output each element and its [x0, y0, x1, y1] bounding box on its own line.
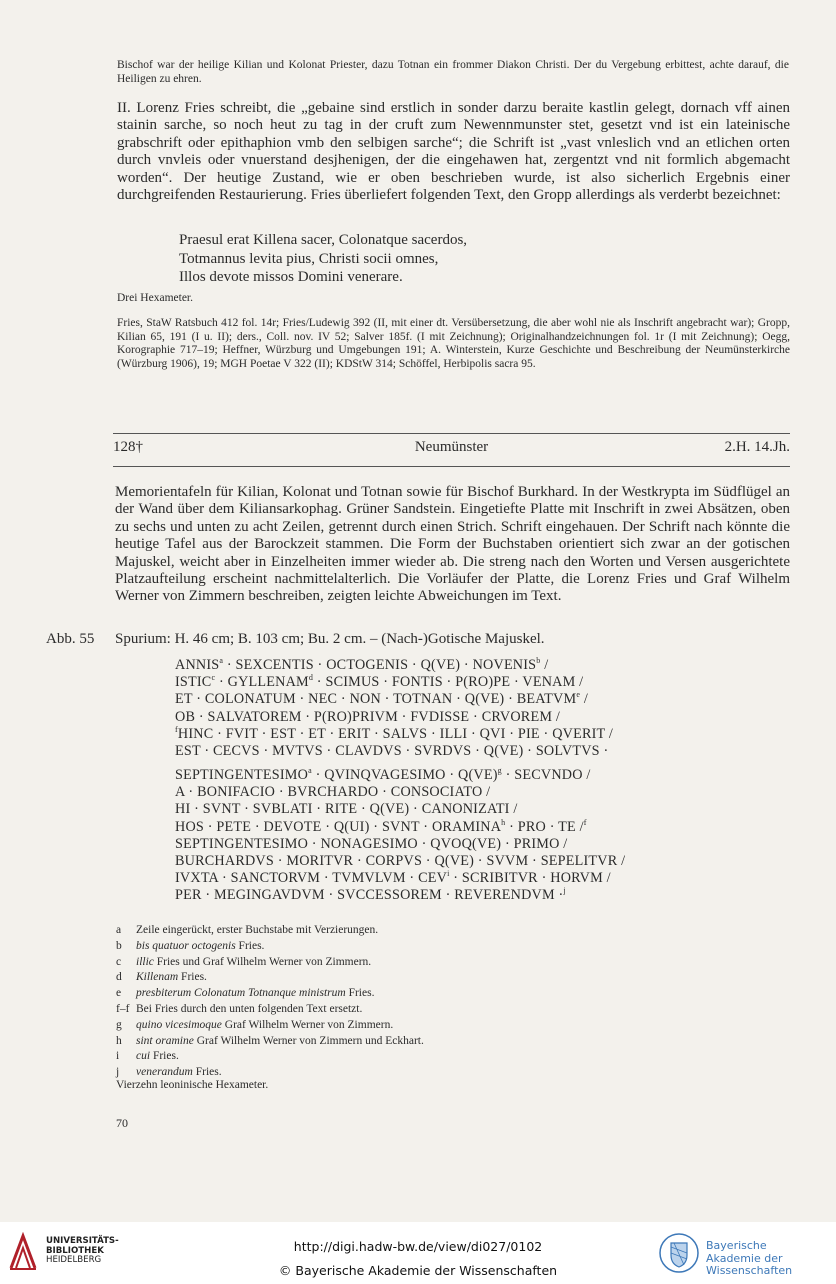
- inscription-text: · SCRIBITVR · HORVM /: [449, 870, 611, 887]
- footnote-comment: Fries.: [192, 1066, 222, 1079]
- inscription-text: IVXTA · SANCTORVM · TVMVLVM · CEV: [175, 870, 448, 887]
- footnote-comment: Fries.: [150, 1050, 179, 1063]
- footnote-text: [136, 939, 264, 955]
- inscription-text: ISTIC: [175, 674, 212, 691]
- inscription-text: SEPTINGENTESIMO: [175, 767, 309, 783]
- footnote-row: [116, 1002, 790, 1018]
- inscription-text: A · BONIFACIO · BVRCHARDO · CONSOCIATO /: [175, 784, 491, 801]
- inscription-line: [175, 853, 790, 870]
- ub-logo-line: UNIVERSITÄTS-: [46, 1236, 119, 1246]
- inscription-text: SEPTINGENTESIMO · NONAGESIMO · QVOQ(VE) · PRIMO /: [175, 835, 568, 852]
- footnote-comment: Graf Wilhelm Werner von Zimmern und Eckhart.: [193, 1034, 424, 1047]
- footnote-comment: Zeile eingerückt, erster Buchstabe mit Verzierungen.: [136, 924, 379, 936]
- sources-note: Fries, StaW Ratsbuch 412 fol. 14r; Fries/Ludewig 392 (II, mit einer dt. Versübersetzung, die aber wohl nie als Inschrift angebracht war); Gropp, Kilian 65, 191 (I u. II); ders., Coll. nov. IV 52; Salver 185f. (I mit Zeichnung); Originalhandzeichnungen fol. 1r (I mit Zeichnung); Oegg, Korographie 717–19; Heffner, Würzburg und Umgebungen 191; A. Winterstein, Kurze Geschichte und Beschreibung der Neumünsterkirche (Würzburg 1906), 19; MGH Poetae V 322 (II); KDStW 314; Schöffel, Herbipolis sacra 95.: [117, 317, 790, 370]
- footnote-key: d: [116, 971, 122, 984]
- footnote-row: [116, 970, 790, 986]
- inscription-line: [175, 767, 790, 784]
- footnote-row: [116, 923, 790, 939]
- footnote-marker: c: [211, 673, 216, 683]
- inscription-text: · SCIMUS · FONTIS · P(RO)PE · VENAM /: [313, 674, 584, 691]
- inscription-text: /: [580, 691, 588, 708]
- footnote-variant: illic: [136, 955, 154, 968]
- footnote-variant: venerandum: [136, 1066, 193, 1079]
- academy-logo-line: Bayerische: [706, 1239, 767, 1252]
- footnote-text: [136, 986, 374, 1002]
- footnote-key: j: [116, 1066, 120, 1079]
- spurium-line: Spurium: H. 46 cm; B. 103 cm; Bu. 2 cm. – (Nach-)Gotische Majuskel.: [115, 631, 545, 647]
- footnotes: [116, 923, 790, 1081]
- footnote-variant: presbiterum Colonatum Totnanque ministrum: [136, 987, 346, 1000]
- footnote-marker: g: [497, 766, 502, 775]
- footnote-key: f–f: [116, 1002, 130, 1015]
- footnote-variant: quino vicesimoque: [136, 1018, 222, 1031]
- inscription-line: [175, 657, 790, 674]
- footnote-comment: Graf Wilhelm Werner von Zimmern.: [221, 1018, 394, 1031]
- bavarian-crest-icon: [658, 1232, 700, 1274]
- inscription-text: /: [540, 657, 549, 673]
- academy-logo[interactable]: [658, 1230, 834, 1276]
- entry-description: Memorientafeln für Kilian, Kolonat und Totnan sowie für Bischof Burkhard. In der Westkrypta im Südflügel an der Wand über dem Kiliansarkophag. Grüner Sandstein. Eingetiefte Platte mit Inschrift in zwei Absätzen, oben zu sechs und unten zu acht Zeilen, getrennt durch einen Strich. Schrift eingehauen. Der Schrift nach könnte die heutige Tafel aus der Barockzeit stammen. Die Form der Buchstaben orientiert sich zwar an der gotischen Majuskel, weicht aber in Einzelheiten immer wieder ab. Die streng nach den Worten und Versen ausgerichtete Platzaufteilung erscheint nachmittelalterlich. Die Vorläufer der Platte, die Lorenz Fries und Graf Wilhelm Werner von Zimmern beschreiben, zeigten leichte Abweichungen im Text.: [115, 484, 790, 605]
- footnote-text: [136, 955, 371, 971]
- footnote-comment: Bei Fries durch den unten folgenden Text ersetzt.: [136, 1002, 363, 1015]
- footnote-key: a: [116, 924, 122, 936]
- inscription-line: [175, 691, 790, 708]
- entry-rule-bottom: [113, 466, 790, 467]
- page-number: 70: [116, 1116, 128, 1130]
- footnote-variant: cui: [136, 1050, 151, 1063]
- footnote-text: [136, 1049, 179, 1065]
- inscription-part-2: [175, 767, 790, 905]
- inscription-line: [175, 819, 790, 836]
- footnote-variant: sint oramine: [136, 1034, 194, 1047]
- footnote-marker: h: [501, 817, 506, 827]
- footnote-marker: d: [308, 673, 314, 683]
- footer-bar: [0, 1222, 836, 1284]
- inscription-text: PER · MEGINGAVDVM · SVCCESSOREM · REVERENDVM ·: [175, 887, 564, 904]
- entry-number: 128†: [113, 439, 143, 455]
- footnote-variant: Killenam: [136, 971, 179, 984]
- meter-note-2: Vierzehn leoninische Hexameter.: [116, 1079, 269, 1091]
- verse-line: Illos devote missos Domini venerare.: [179, 269, 403, 286]
- footnote-key: h: [116, 1034, 122, 1047]
- footnote-text: [136, 1018, 393, 1034]
- inscription-line: [175, 784, 790, 801]
- footnote-marker: i: [447, 869, 450, 879]
- inscription-text: · QVINQVAGESIMO · Q(VE): [311, 767, 498, 783]
- footnote-marker: f: [583, 817, 587, 827]
- footnote-key: b: [116, 939, 122, 952]
- footnote-key: e: [116, 987, 122, 1000]
- footnote-row: [116, 986, 790, 1002]
- footnote-comment: Fries.: [178, 971, 207, 984]
- footnote-row: [116, 1018, 790, 1034]
- footnote-row: [116, 1034, 790, 1050]
- paragraph-ii: II. Lorenz Fries schreibt, die „gebaine sind erstlich in sonder darzu beraite kastlin gelegt, dornach vff ainen stainin sarche, so noch heut zu tag in der cruft zum Newennmunster stet, gesetzt vnd ist ein lateinische grabschrift oder epithaphion vmb den selbigen sarche“; die Schrift ist „vast vnleslich vnd an etlichen orten durch vnvleis oder vnuerstand desjhenigen, der die eingehawen hat, zergentzt vnd nit formlich abgemacht worden“. Der heutige Zustand, wie er oben beschrieben wurde, ist also sicherlich Ergebnis einer durchgreifenden Restaurierung. Fries überliefert folgenden Text, den Gropp allerdings als verderbt bezeichnet:: [117, 100, 790, 204]
- footnote-key: c: [116, 955, 122, 968]
- footnote-marker: j: [563, 886, 566, 896]
- footnote-text: [136, 923, 378, 939]
- permalink-url[interactable]: http://digi.hadw-bw.de/view/di027/0102: [293, 1239, 543, 1254]
- inscription-text: · SEXCENTIS · OCTOGENIS · Q(VE) · NOVENIS: [223, 657, 537, 673]
- footnote-comment: Fries.: [345, 987, 375, 1000]
- entry-header: [113, 439, 790, 461]
- footnote-variant: bis quatuor octogenis: [136, 939, 236, 952]
- entry-rule-top: [113, 433, 790, 434]
- entry-place: Neumünster: [414, 439, 489, 455]
- inscription-text: · SECVNDO /: [501, 767, 591, 783]
- footnote-key: g: [116, 1018, 122, 1031]
- copyright: © Bayerische Akademie der Wissenschaften: [278, 1263, 558, 1278]
- academy-logo-line: Akademie der Wissenschaften: [706, 1251, 793, 1277]
- footnote-row: [116, 939, 790, 955]
- inscription-text: HINC · FVIT · EST · ET · ERIT · SALVS · ILLI · QVI · PIE · QVERIT /: [177, 725, 614, 742]
- inscription-text: · GYLLENAM: [215, 674, 309, 691]
- inscription-text: BURCHARDVS · MORITVR · CORPVS · Q(VE) · SVVM · SEPELITVR /: [175, 853, 626, 870]
- meter-note: Drei Hexameter.: [117, 292, 193, 304]
- verse-line: Praesul erat Killena sacer, Colonatque sacerdos,: [179, 232, 468, 248]
- verse-line: Totmannus levita pius, Christi socii omnes,: [179, 250, 439, 267]
- inscription-line: [175, 726, 790, 743]
- entry-date: 2.H. 14.Jh.: [724, 439, 790, 455]
- inscription-line: [175, 674, 790, 691]
- inscription-line: [175, 836, 790, 853]
- inscription-text: EST · CECVS · MVTVS · CLAVDVS · SVRDVS · Q(VE) · SOLVTVS ·: [175, 743, 609, 760]
- inscription-line: [175, 887, 790, 904]
- inscription-line: [175, 743, 790, 760]
- inscription-text: OB · SALVATOREM · P(RO)PRIVM · FVDISSE · CRVOREM /: [175, 708, 561, 725]
- inscription-text: · PRO · TE /: [505, 818, 584, 835]
- inscription-text: HOS · PETE · DEVOTE · Q(UI) · SVNT · ORAMINA: [175, 818, 502, 835]
- inscription-text: ANNIS: [175, 657, 220, 673]
- inscription-part-1: [175, 657, 790, 760]
- inscription-line: [175, 870, 790, 887]
- footnote-text: [136, 1034, 424, 1050]
- figure-reference: Abb. 55: [46, 631, 95, 647]
- footnote-marker: a: [308, 766, 312, 775]
- intro-note: Bischof war der heilige Kilian und Kolonat Priester, dazu Totnan ein frommer Diakon Christi. Der du Vergebung erbittest, achte darauf, die Heiligen zu ehren.: [117, 59, 789, 85]
- footnote-marker: a: [219, 656, 224, 665]
- footnote-marker: e: [576, 690, 581, 700]
- footnote-row: [116, 955, 790, 971]
- footnote-text: [136, 970, 207, 986]
- footnote-comment: Fries und Graf Wilhelm Werner von Zimmern.: [153, 955, 372, 968]
- footnote-comment: Fries.: [235, 939, 265, 952]
- ub-logo-line: HEIDELBERG: [46, 1255, 102, 1265]
- ub-logo-line: BIBLIOTHEK: [46, 1245, 104, 1256]
- footnote-key: i: [116, 1050, 120, 1063]
- inscription-line: [175, 709, 790, 726]
- inscription-line: [175, 801, 790, 818]
- footnote-marker: f: [175, 724, 178, 734]
- inscription-text: HI · SVNT · SVBLATI · RITE · Q(VE) · CANONIZATI /: [175, 801, 518, 818]
- footnote-marker: b: [536, 656, 541, 665]
- footnote-row: [116, 1049, 790, 1065]
- footnote-text: [136, 1002, 362, 1018]
- inscription-text: ET · COLONATUM · NEC · NON · TOTNAN · Q(VE) · BEATVM: [175, 691, 577, 708]
- latin-verse: [179, 231, 699, 287]
